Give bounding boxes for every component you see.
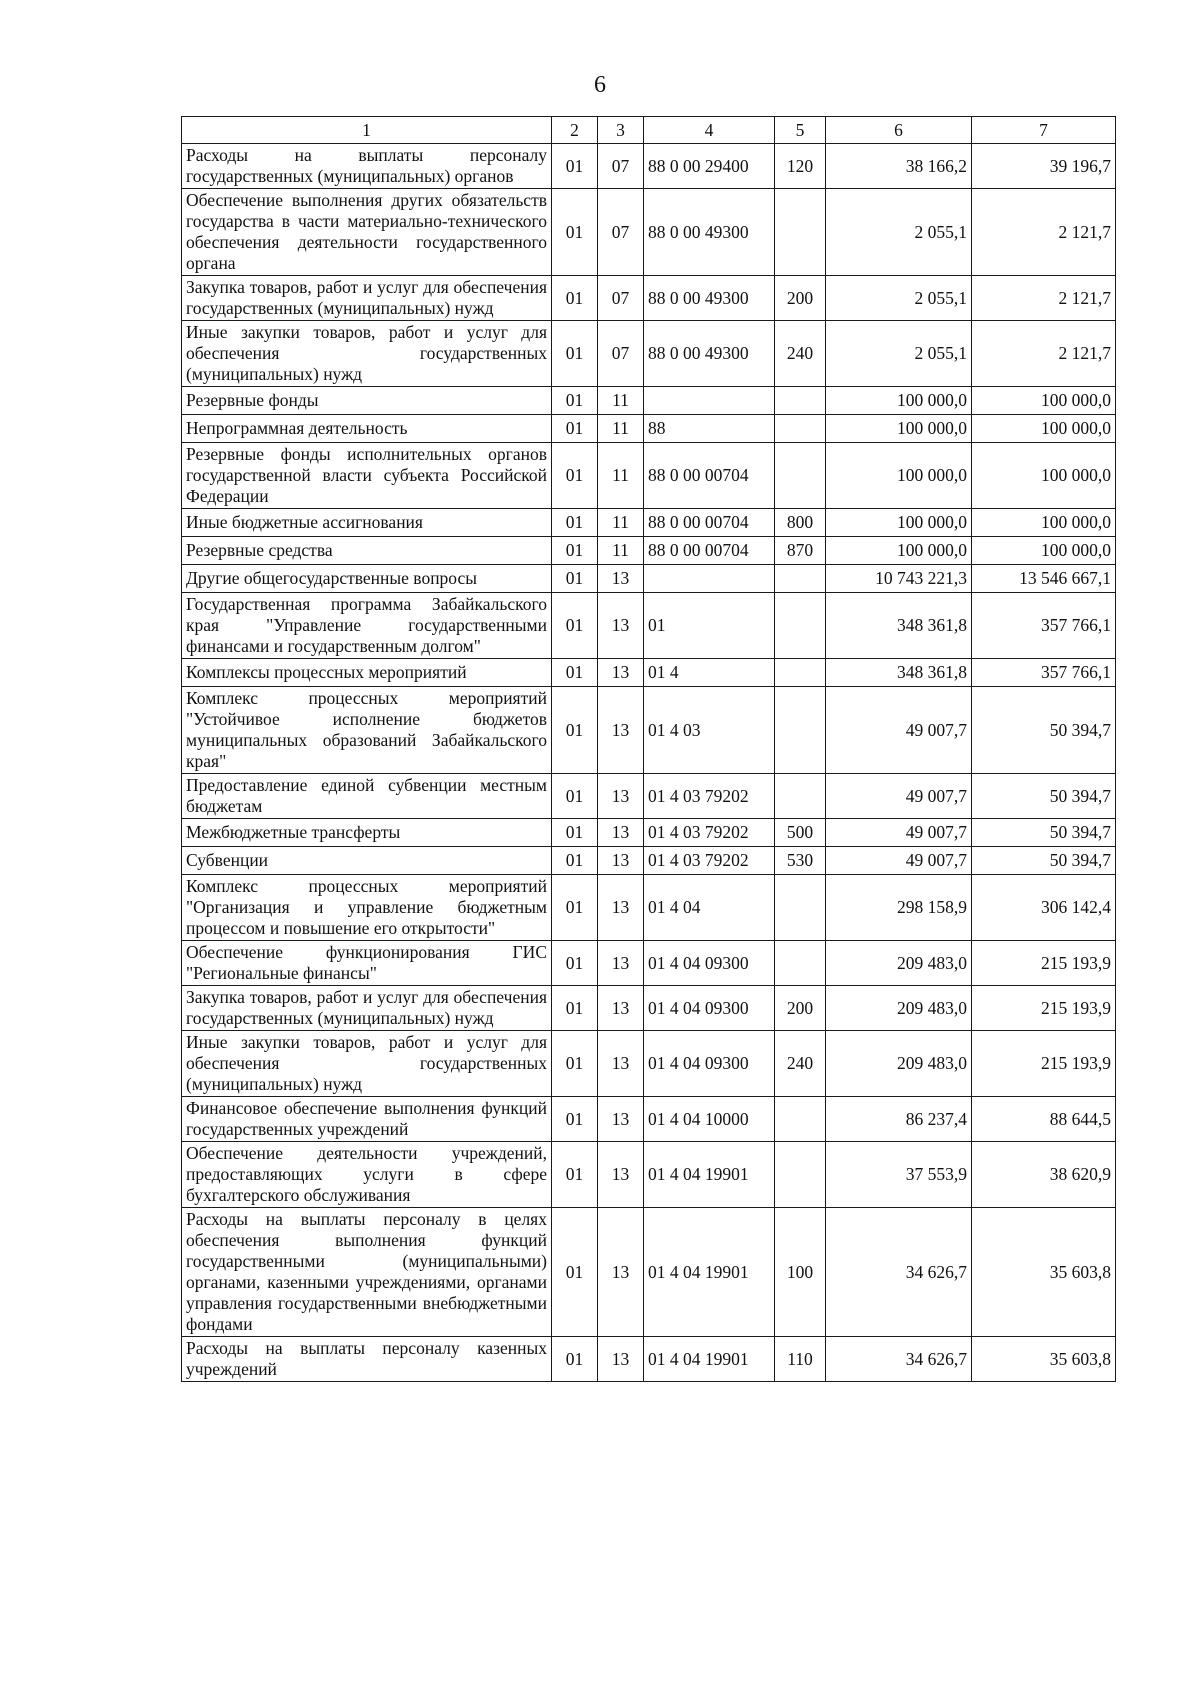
target-article-cell: 01 bbox=[644, 593, 775, 659]
amount-col6-cell: 348 361,8 bbox=[826, 659, 972, 687]
expense-type-cell bbox=[775, 1142, 826, 1208]
section-code-cell: 01 bbox=[552, 276, 598, 321]
expense-type-cell: 530 bbox=[775, 847, 826, 875]
amount-col6-cell: 49 007,7 bbox=[826, 847, 972, 875]
row-name-cell: Государственная программа Забайкальского края "Управление государственными финансами и государственным долгом" bbox=[182, 593, 552, 659]
table-row bbox=[182, 276, 1116, 321]
row-name-cell: Резервные фонды bbox=[182, 387, 552, 415]
expense-type-cell bbox=[775, 415, 826, 443]
row-name-cell: Комплексы процессных мероприятий bbox=[182, 659, 552, 687]
subsection-code-cell: 13 bbox=[598, 847, 644, 875]
table-row bbox=[182, 565, 1116, 593]
expense-type-cell bbox=[775, 443, 826, 509]
page-number: 6 bbox=[594, 72, 606, 98]
section-code-cell: 01 bbox=[552, 509, 598, 537]
row-name-cell: Предоставление единой субвенции местным бюджетам bbox=[182, 774, 552, 819]
amount-col6-cell: 298 158,9 bbox=[826, 875, 972, 941]
section-code-cell: 01 bbox=[552, 1208, 598, 1337]
header-cell: 7 bbox=[972, 117, 1116, 144]
table-row bbox=[182, 387, 1116, 415]
table-row bbox=[182, 659, 1116, 687]
subsection-code-cell: 13 bbox=[598, 659, 644, 687]
table-row bbox=[182, 941, 1116, 986]
amount-col6-cell: 49 007,7 bbox=[826, 687, 972, 774]
section-code-cell: 01 bbox=[552, 659, 598, 687]
target-article-cell: 01 4 04 10000 bbox=[644, 1097, 775, 1142]
amount-col7-cell: 2 121,7 bbox=[972, 321, 1116, 387]
section-code-cell: 01 bbox=[552, 687, 598, 774]
amount-col7-cell: 13 546 667,1 bbox=[972, 565, 1116, 593]
amount-col7-cell: 215 193,9 bbox=[972, 986, 1116, 1031]
subsection-code-cell: 13 bbox=[598, 1031, 644, 1097]
header-cell: 1 bbox=[182, 117, 552, 144]
expense-type-cell: 870 bbox=[775, 537, 826, 565]
header-cell: 3 bbox=[598, 117, 644, 144]
amount-col6-cell: 86 237,4 bbox=[826, 1097, 972, 1142]
amount-col6-cell: 2 055,1 bbox=[826, 321, 972, 387]
section-code-cell: 01 bbox=[552, 774, 598, 819]
expense-type-cell: 240 bbox=[775, 1031, 826, 1097]
target-article-cell: 01 4 04 bbox=[644, 875, 775, 941]
target-article-cell: 01 4 04 19901 bbox=[644, 1208, 775, 1337]
table-row bbox=[182, 1031, 1116, 1097]
target-article-cell: 01 4 03 bbox=[644, 687, 775, 774]
row-name-cell: Расходы на выплаты персоналу государственных (муниципальных) органов bbox=[182, 144, 552, 189]
table-row bbox=[182, 687, 1116, 774]
target-article-cell: 01 4 04 19901 bbox=[644, 1142, 775, 1208]
subsection-code-cell: 11 bbox=[598, 509, 644, 537]
expense-type-cell: 800 bbox=[775, 509, 826, 537]
expense-type-cell bbox=[775, 387, 826, 415]
target-article-cell: 01 4 03 79202 bbox=[644, 774, 775, 819]
section-code-cell: 01 bbox=[552, 1031, 598, 1097]
amount-col7-cell: 357 766,1 bbox=[972, 659, 1116, 687]
table-body bbox=[182, 117, 1116, 1382]
amount-col6-cell: 100 000,0 bbox=[826, 537, 972, 565]
section-code-cell: 01 bbox=[552, 593, 598, 659]
row-name-cell: Иные закупки товаров, работ и услуг для обеспечения государственных (муниципальных) нужд bbox=[182, 1031, 552, 1097]
amount-col6-cell: 2 055,1 bbox=[826, 189, 972, 276]
section-code-cell: 01 bbox=[552, 387, 598, 415]
amount-col7-cell: 38 620,9 bbox=[972, 1142, 1116, 1208]
row-name-cell: Расходы на выплаты персоналу в целях обеспечения выполнения функций государственными (муниципальными) органами, казенными учреждениями, органами управления государственными внебюджетными фондами bbox=[182, 1208, 552, 1337]
subsection-code-cell: 13 bbox=[598, 819, 644, 847]
row-name-cell: Обеспечение деятельности учреждений, предоставляющих услуги в сфере бухгалтерского обслуживания bbox=[182, 1142, 552, 1208]
amount-col6-cell: 100 000,0 bbox=[826, 387, 972, 415]
amount-col6-cell: 49 007,7 bbox=[826, 774, 972, 819]
target-article-cell bbox=[644, 565, 775, 593]
target-article-cell: 01 4 04 19901 bbox=[644, 1337, 775, 1382]
amount-col6-cell: 34 626,7 bbox=[826, 1208, 972, 1337]
target-article-cell: 01 4 04 09300 bbox=[644, 1031, 775, 1097]
table-row bbox=[182, 1208, 1116, 1337]
table-row bbox=[182, 774, 1116, 819]
subsection-code-cell: 07 bbox=[598, 321, 644, 387]
expense-type-cell: 240 bbox=[775, 321, 826, 387]
amount-col6-cell: 38 166,2 bbox=[826, 144, 972, 189]
target-article-cell: 01 4 03 79202 bbox=[644, 847, 775, 875]
table-row bbox=[182, 847, 1116, 875]
header-row bbox=[182, 117, 1116, 144]
amount-col7-cell: 100 000,0 bbox=[972, 509, 1116, 537]
target-article-cell: 88 0 00 49300 bbox=[644, 321, 775, 387]
expense-type-cell bbox=[775, 774, 826, 819]
target-article-cell: 88 0 00 49300 bbox=[644, 189, 775, 276]
target-article-cell: 88 0 00 49300 bbox=[644, 276, 775, 321]
amount-col7-cell: 100 000,0 bbox=[972, 387, 1116, 415]
table-row bbox=[182, 1097, 1116, 1142]
row-name-cell: Иные бюджетные ассигнования bbox=[182, 509, 552, 537]
subsection-code-cell: 13 bbox=[598, 941, 644, 986]
row-name-cell: Другие общегосударственные вопросы bbox=[182, 565, 552, 593]
subsection-code-cell: 11 bbox=[598, 443, 644, 509]
amount-col6-cell: 100 000,0 bbox=[826, 415, 972, 443]
section-code-cell: 01 bbox=[552, 819, 598, 847]
section-code-cell: 01 bbox=[552, 1337, 598, 1382]
amount-col7-cell: 50 394,7 bbox=[972, 774, 1116, 819]
section-code-cell: 01 bbox=[552, 1097, 598, 1142]
subsection-code-cell: 13 bbox=[598, 774, 644, 819]
amount-col6-cell: 49 007,7 bbox=[826, 819, 972, 847]
row-name-cell: Закупка товаров, работ и услуг для обеспечения государственных (муниципальных) нужд bbox=[182, 986, 552, 1031]
section-code-cell: 01 bbox=[552, 443, 598, 509]
subsection-code-cell: 11 bbox=[598, 387, 644, 415]
amount-col7-cell: 215 193,9 bbox=[972, 941, 1116, 986]
target-article-cell: 01 4 04 09300 bbox=[644, 941, 775, 986]
section-code-cell: 01 bbox=[552, 565, 598, 593]
amount-col7-cell: 2 121,7 bbox=[972, 276, 1116, 321]
amount-col7-cell: 35 603,8 bbox=[972, 1337, 1116, 1382]
table-row bbox=[182, 1142, 1116, 1208]
table-row bbox=[182, 986, 1116, 1031]
subsection-code-cell: 07 bbox=[598, 189, 644, 276]
target-article-cell: 01 4 03 79202 bbox=[644, 819, 775, 847]
row-name-cell: Непрограммная деятельность bbox=[182, 415, 552, 443]
target-article-cell: 88 0 00 00704 bbox=[644, 443, 775, 509]
section-code-cell: 01 bbox=[552, 875, 598, 941]
section-code-cell: 01 bbox=[552, 144, 598, 189]
subsection-code-cell: 13 bbox=[598, 593, 644, 659]
amount-col7-cell: 2 121,7 bbox=[972, 189, 1116, 276]
section-code-cell: 01 bbox=[552, 537, 598, 565]
section-code-cell: 01 bbox=[552, 189, 598, 276]
target-article-cell: 88 0 00 00704 bbox=[644, 537, 775, 565]
amount-col7-cell: 50 394,7 bbox=[972, 847, 1116, 875]
expense-type-cell bbox=[775, 687, 826, 774]
row-name-cell: Расходы на выплаты персоналу казенных учреждений bbox=[182, 1337, 552, 1382]
target-article-cell: 88 bbox=[644, 415, 775, 443]
header-cell: 2 bbox=[552, 117, 598, 144]
amount-col6-cell: 209 483,0 bbox=[826, 986, 972, 1031]
amount-col6-cell: 209 483,0 bbox=[826, 941, 972, 986]
subsection-code-cell: 13 bbox=[598, 565, 644, 593]
table-row bbox=[182, 189, 1116, 276]
target-article-cell: 88 0 00 00704 bbox=[644, 509, 775, 537]
row-name-cell: Резервные фонды исполнительных органов государственной власти субъекта Российской Федерации bbox=[182, 443, 552, 509]
expense-type-cell: 100 bbox=[775, 1208, 826, 1337]
expense-type-cell: 120 bbox=[775, 144, 826, 189]
subsection-code-cell: 07 bbox=[598, 144, 644, 189]
table-row bbox=[182, 321, 1116, 387]
expense-type-cell: 200 bbox=[775, 986, 826, 1031]
subsection-code-cell: 13 bbox=[598, 1097, 644, 1142]
subsection-code-cell: 11 bbox=[598, 415, 644, 443]
header-cell: 4 bbox=[644, 117, 775, 144]
expense-type-cell bbox=[775, 189, 826, 276]
amount-col6-cell: 34 626,7 bbox=[826, 1337, 972, 1382]
expense-type-cell: 200 bbox=[775, 276, 826, 321]
subsection-code-cell: 13 bbox=[598, 875, 644, 941]
amount-col7-cell: 100 000,0 bbox=[972, 443, 1116, 509]
expense-type-cell bbox=[775, 875, 826, 941]
table-row bbox=[182, 819, 1116, 847]
expense-type-cell bbox=[775, 1097, 826, 1142]
amount-col6-cell: 10 743 221,3 bbox=[826, 565, 972, 593]
section-code-cell: 01 bbox=[552, 1142, 598, 1208]
amount-col7-cell: 306 142,4 bbox=[972, 875, 1116, 941]
row-name-cell: Закупка товаров, работ и услуг для обеспечения государственных (муниципальных) нужд bbox=[182, 276, 552, 321]
amount-col6-cell: 37 553,9 bbox=[826, 1142, 972, 1208]
amount-col6-cell: 348 361,8 bbox=[826, 593, 972, 659]
row-name-cell: Комплекс процессных мероприятий "Организация и управление бюджетным процессом и повышение его открытости" bbox=[182, 875, 552, 941]
amount-col7-cell: 100 000,0 bbox=[972, 415, 1116, 443]
subsection-code-cell: 13 bbox=[598, 1208, 644, 1337]
header-cell: 6 bbox=[826, 117, 972, 144]
row-name-cell: Межбюджетные трансферты bbox=[182, 819, 552, 847]
amount-col7-cell: 35 603,8 bbox=[972, 1208, 1116, 1337]
expense-type-cell bbox=[775, 659, 826, 687]
subsection-code-cell: 13 bbox=[598, 1142, 644, 1208]
target-article-cell: 01 4 bbox=[644, 659, 775, 687]
expense-type-cell: 110 bbox=[775, 1337, 826, 1382]
table-row bbox=[182, 537, 1116, 565]
section-code-cell: 01 bbox=[552, 941, 598, 986]
target-article-cell bbox=[644, 387, 775, 415]
subsection-code-cell: 07 bbox=[598, 276, 644, 321]
row-name-cell: Резервные средства bbox=[182, 537, 552, 565]
section-code-cell: 01 bbox=[552, 847, 598, 875]
header-cell: 5 bbox=[775, 117, 826, 144]
amount-col7-cell: 39 196,7 bbox=[972, 144, 1116, 189]
row-name-cell: Обеспечение функционирования ГИС "Региональные финансы" bbox=[182, 941, 552, 986]
expense-type-cell bbox=[775, 565, 826, 593]
table-row bbox=[182, 144, 1116, 189]
amount-col7-cell: 357 766,1 bbox=[972, 593, 1116, 659]
amount-col7-cell: 88 644,5 bbox=[972, 1097, 1116, 1142]
row-name-cell: Субвенции bbox=[182, 847, 552, 875]
table-row bbox=[182, 443, 1116, 509]
amount-col6-cell: 100 000,0 bbox=[826, 443, 972, 509]
expense-type-cell: 500 bbox=[775, 819, 826, 847]
amount-col6-cell: 100 000,0 bbox=[826, 509, 972, 537]
section-code-cell: 01 bbox=[552, 321, 598, 387]
row-name-cell: Финансовое обеспечение выполнения функций государственных учреждений bbox=[182, 1097, 552, 1142]
amount-col7-cell: 100 000,0 bbox=[972, 537, 1116, 565]
table-row bbox=[182, 415, 1116, 443]
table-row bbox=[182, 1337, 1116, 1382]
section-code-cell: 01 bbox=[552, 986, 598, 1031]
amount-col6-cell: 209 483,0 bbox=[826, 1031, 972, 1097]
amount-col7-cell: 50 394,7 bbox=[972, 687, 1116, 774]
table-row bbox=[182, 875, 1116, 941]
expense-type-cell bbox=[775, 941, 826, 986]
amount-col7-cell: 50 394,7 bbox=[972, 819, 1116, 847]
subsection-code-cell: 13 bbox=[598, 986, 644, 1031]
table-row bbox=[182, 593, 1116, 659]
row-name-cell: Комплекс процессных мероприятий "Устойчивое исполнение бюджетов муниципальных образований Забайкальского края" bbox=[182, 687, 552, 774]
row-name-cell: Обеспечение выполнения других обязательств государства в части материально-технического обеспечения деятельности государственного органа bbox=[182, 189, 552, 276]
expense-type-cell bbox=[775, 593, 826, 659]
subsection-code-cell: 13 bbox=[598, 1337, 644, 1382]
target-article-cell: 88 0 00 29400 bbox=[644, 144, 775, 189]
section-code-cell: 01 bbox=[552, 415, 598, 443]
row-name-cell: Иные закупки товаров, работ и услуг для обеспечения государственных (муниципальных) нужд bbox=[182, 321, 552, 387]
subsection-code-cell: 13 bbox=[598, 687, 644, 774]
table-row bbox=[182, 509, 1116, 537]
target-article-cell: 01 4 04 09300 bbox=[644, 986, 775, 1031]
budget-table bbox=[181, 116, 1116, 1382]
amount-col7-cell: 215 193,9 bbox=[972, 1031, 1116, 1097]
amount-col6-cell: 2 055,1 bbox=[826, 276, 972, 321]
subsection-code-cell: 11 bbox=[598, 537, 644, 565]
